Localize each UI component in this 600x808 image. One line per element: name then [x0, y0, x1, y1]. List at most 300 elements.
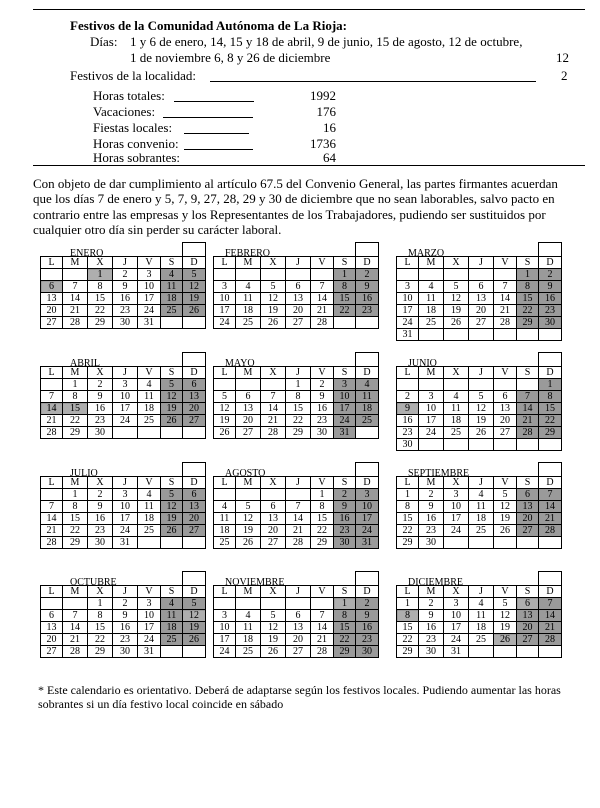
footnote: * Este calendario es orientativo. Deberá de adaptarse según los festivos locales. Pudiendo aumentar las horas sobrantes si un día festivo local coincide en sábado [38, 683, 561, 711]
festivos-dias-label: Días: [90, 34, 118, 49]
month-corner-box [538, 462, 562, 477]
day-cell: 30 [419, 646, 444, 658]
day-cell: 19 [494, 513, 517, 525]
day-cell: 1 [63, 489, 88, 501]
day-cell: 21 [63, 634, 88, 646]
empty-day-cell [494, 646, 517, 658]
day-cell: 14 [41, 513, 63, 525]
day-cell: 9 [419, 610, 444, 622]
day-cell: 5 [444, 281, 469, 293]
day-cell: 24 [444, 525, 469, 537]
day-cell: 3 [356, 489, 379, 501]
day-cell: 25 [138, 525, 161, 537]
weekday-header: X [88, 367, 113, 379]
day-cell: 26 [494, 525, 517, 537]
day-cell: 1 [63, 379, 88, 391]
day-cell: 17 [113, 403, 138, 415]
day-cell: 27 [41, 646, 63, 658]
month-enero [40, 245, 207, 345]
empty-day-cell [419, 439, 444, 451]
day-cell: 21 [311, 634, 334, 646]
day-cell: 28 [494, 317, 517, 329]
weekday-header: D [539, 257, 562, 269]
day-cell: 9 [311, 391, 334, 403]
day-cell: 27 [286, 317, 311, 329]
day-cell: 27 [261, 537, 286, 549]
day-cell: 17 [419, 415, 444, 427]
weekday-header: V [138, 367, 161, 379]
fiestas-locales-label: Fiestas locales: [93, 120, 173, 135]
day-cell: 1 [334, 598, 356, 610]
day-cell: 29 [63, 537, 88, 549]
day-cell: 20 [41, 305, 63, 317]
weekday-header: D [539, 586, 562, 598]
empty-day-cell [419, 269, 444, 281]
day-cell: 9 [356, 610, 379, 622]
day-cell: 10 [214, 293, 236, 305]
empty-day-cell [41, 598, 63, 610]
day-cell: 30 [334, 537, 356, 549]
vacaciones-label: Vacaciones: [93, 104, 156, 119]
day-cell: 3 [113, 379, 138, 391]
day-cell: 18 [444, 415, 469, 427]
empty-day-cell [419, 329, 444, 341]
day-cell: 7 [539, 489, 562, 501]
day-cell: 25 [469, 525, 494, 537]
day-cell: 2 [88, 379, 113, 391]
empty-day-cell [236, 489, 261, 501]
empty-day-cell [494, 537, 517, 549]
day-cell: 12 [494, 610, 517, 622]
day-cell: 28 [41, 427, 63, 439]
vacaciones-value: 176 [316, 104, 336, 119]
day-cell: 18 [138, 403, 161, 415]
day-cell: 31 [138, 317, 161, 329]
day-cell: 11 [138, 501, 161, 513]
day-cell: 31 [138, 646, 161, 658]
day-cell: 4 [419, 281, 444, 293]
day-cell: 6 [183, 489, 206, 501]
month-name: OCTUBRE [70, 577, 117, 588]
day-cell: 11 [214, 513, 236, 525]
festivos-local-count: 2 [561, 68, 568, 83]
day-cell: 21 [539, 513, 562, 525]
day-cell: 2 [311, 379, 334, 391]
month-marzo [396, 245, 563, 345]
day-cell: 3 [214, 610, 236, 622]
month-table [213, 366, 379, 439]
day-cell: 9 [334, 501, 356, 513]
day-cell: 5 [183, 269, 206, 281]
day-cell: 9 [113, 610, 138, 622]
day-cell: 4 [138, 489, 161, 501]
day-cell: 2 [397, 391, 419, 403]
month-table [213, 476, 379, 549]
day-cell: 23 [88, 415, 113, 427]
day-cell: 1 [334, 269, 356, 281]
day-cell: 6 [236, 391, 261, 403]
day-cell: 19 [469, 415, 494, 427]
day-cell: 20 [517, 622, 539, 634]
empty-day-cell [334, 317, 356, 329]
vacaciones-underline [163, 117, 253, 118]
month-table [396, 366, 562, 451]
day-cell: 11 [444, 403, 469, 415]
empty-day-cell [444, 329, 469, 341]
day-cell: 10 [334, 391, 356, 403]
day-cell: 20 [469, 305, 494, 317]
weekday-header: J [113, 586, 138, 598]
weekday-header: J [469, 477, 494, 489]
day-cell: 24 [397, 317, 419, 329]
day-cell: 3 [397, 281, 419, 293]
day-cell: 3 [138, 598, 161, 610]
empty-day-cell [236, 379, 261, 391]
day-cell: 26 [161, 415, 183, 427]
day-cell: 11 [469, 610, 494, 622]
empty-day-cell [397, 269, 419, 281]
empty-day-cell [539, 329, 562, 341]
month-name: FEBRERO [225, 248, 271, 259]
day-cell: 8 [88, 281, 113, 293]
empty-day-cell [397, 379, 419, 391]
empty-day-cell [419, 379, 444, 391]
weekday-header: L [214, 586, 236, 598]
weekday-header: D [183, 367, 206, 379]
weekday-header: S [334, 367, 356, 379]
day-cell: 1 [517, 269, 539, 281]
day-cell: 17 [138, 293, 161, 305]
day-cell: 16 [113, 622, 138, 634]
festivos-dias-line1: 1 y 6 de enero, 14, 15 y 18 de abril, 9 de junio, 15 de agosto, 12 de octubre, [130, 34, 523, 49]
day-cell: 23 [88, 525, 113, 537]
weekday-header: L [41, 257, 63, 269]
day-cell: 27 [286, 646, 311, 658]
day-cell: 13 [286, 622, 311, 634]
empty-day-cell [494, 269, 517, 281]
day-cell: 20 [517, 513, 539, 525]
day-cell: 14 [311, 293, 334, 305]
day-cell: 5 [494, 598, 517, 610]
day-cell: 28 [539, 525, 562, 537]
day-cell: 16 [419, 622, 444, 634]
day-cell: 28 [63, 317, 88, 329]
day-cell: 17 [113, 513, 138, 525]
empty-day-cell [183, 646, 206, 658]
day-cell: 10 [419, 403, 444, 415]
day-cell: 1 [311, 489, 334, 501]
weekday-header: M [419, 477, 444, 489]
empty-day-cell [539, 646, 562, 658]
day-cell: 8 [63, 501, 88, 513]
day-cell: 19 [261, 305, 286, 317]
day-cell: 23 [419, 525, 444, 537]
day-cell: 5 [469, 391, 494, 403]
empty-day-cell [444, 379, 469, 391]
day-cell: 8 [539, 391, 562, 403]
day-cell: 2 [539, 269, 562, 281]
day-cell: 26 [183, 305, 206, 317]
weekday-header: X [444, 586, 469, 598]
weekday-header: X [444, 257, 469, 269]
weekday-header: S [161, 257, 183, 269]
day-cell: 8 [311, 501, 334, 513]
horas-totales-label: Horas totales: [93, 88, 165, 103]
month-diciembre [396, 574, 563, 674]
day-cell: 27 [183, 415, 206, 427]
day-cell: 24 [356, 525, 379, 537]
day-cell: 23 [113, 305, 138, 317]
day-cell: 28 [63, 646, 88, 658]
weekday-header: J [286, 367, 311, 379]
day-cell: 7 [63, 610, 88, 622]
day-cell: 31 [444, 646, 469, 658]
empty-day-cell [41, 269, 63, 281]
day-cell: 9 [356, 281, 379, 293]
day-cell: 22 [88, 634, 113, 646]
day-cell: 1 [88, 598, 113, 610]
day-cell: 18 [236, 634, 261, 646]
day-cell: 26 [444, 317, 469, 329]
day-cell: 26 [161, 525, 183, 537]
day-cell: 7 [517, 391, 539, 403]
day-cell: 31 [334, 427, 356, 439]
day-cell: 13 [261, 513, 286, 525]
day-cell: 19 [183, 622, 206, 634]
weekday-header: S [334, 257, 356, 269]
day-cell: 14 [261, 403, 286, 415]
empty-day-cell [469, 537, 494, 549]
day-cell: 8 [286, 391, 311, 403]
weekday-header: V [494, 586, 517, 598]
day-cell: 12 [161, 391, 183, 403]
day-cell: 29 [334, 646, 356, 658]
empty-day-cell [494, 439, 517, 451]
day-cell: 11 [161, 281, 183, 293]
weekday-header: S [517, 477, 539, 489]
day-cell: 3 [138, 269, 161, 281]
day-cell: 12 [261, 622, 286, 634]
day-cell: 16 [311, 403, 334, 415]
day-cell: 2 [419, 598, 444, 610]
day-cell: 23 [113, 634, 138, 646]
month-table [396, 585, 562, 658]
day-cell: 25 [419, 317, 444, 329]
weekday-header: X [444, 367, 469, 379]
day-cell: 14 [311, 622, 334, 634]
weekday-header: V [138, 477, 161, 489]
day-cell: 29 [517, 317, 539, 329]
weekday-header: J [113, 257, 138, 269]
weekday-header: L [397, 257, 419, 269]
empty-day-cell [161, 427, 183, 439]
empty-day-cell [356, 427, 379, 439]
day-cell: 20 [286, 634, 311, 646]
month-corner-box [182, 242, 206, 257]
day-cell: 22 [334, 634, 356, 646]
day-cell: 17 [444, 622, 469, 634]
month-name: NOVIEMBRE [225, 577, 285, 588]
day-cell: 7 [311, 281, 334, 293]
day-cell: 8 [397, 501, 419, 513]
weekday-header: S [517, 367, 539, 379]
day-cell: 29 [88, 646, 113, 658]
empty-day-cell [214, 379, 236, 391]
empty-day-cell [517, 379, 539, 391]
day-cell: 5 [261, 610, 286, 622]
month-noviembre [213, 574, 380, 674]
day-cell: 24 [419, 427, 444, 439]
day-cell: 15 [286, 403, 311, 415]
weekday-header: M [419, 257, 444, 269]
month-name: MAYO [225, 358, 255, 369]
day-cell: 6 [517, 598, 539, 610]
day-cell: 18 [161, 622, 183, 634]
day-cell: 15 [397, 513, 419, 525]
day-cell: 3 [113, 489, 138, 501]
empty-day-cell [183, 537, 206, 549]
day-cell: 30 [419, 537, 444, 549]
day-cell: 16 [113, 293, 138, 305]
day-cell: 16 [88, 513, 113, 525]
day-cell: 4 [236, 281, 261, 293]
day-cell: 27 [183, 525, 206, 537]
day-cell: 13 [494, 403, 517, 415]
weekday-header: L [397, 477, 419, 489]
day-cell: 25 [469, 634, 494, 646]
weekday-header: M [236, 477, 261, 489]
weekday-header: X [444, 477, 469, 489]
day-cell: 22 [397, 634, 419, 646]
month-name: ABRIL [70, 358, 100, 369]
weekday-header: D [356, 367, 379, 379]
month-table [40, 476, 206, 549]
day-cell: 17 [334, 403, 356, 415]
day-cell: 3 [214, 281, 236, 293]
empty-day-cell [444, 537, 469, 549]
month-corner-box [355, 242, 379, 257]
horas-convenio-label: Horas convenio: [93, 136, 179, 151]
day-cell: 28 [261, 427, 286, 439]
day-cell: 5 [236, 501, 261, 513]
day-cell: 1 [397, 598, 419, 610]
day-cell: 26 [214, 427, 236, 439]
weekday-header: J [286, 257, 311, 269]
day-cell: 6 [41, 610, 63, 622]
day-cell: 29 [311, 537, 334, 549]
empty-day-cell [286, 269, 311, 281]
day-cell: 18 [419, 305, 444, 317]
month-corner-box [538, 571, 562, 586]
day-cell: 4 [356, 379, 379, 391]
day-cell: 11 [419, 293, 444, 305]
day-cell: 13 [41, 293, 63, 305]
day-cell: 23 [356, 305, 379, 317]
weekday-header: S [517, 257, 539, 269]
empty-day-cell [214, 598, 236, 610]
day-cell: 4 [444, 391, 469, 403]
weekday-header: X [88, 477, 113, 489]
day-cell: 30 [397, 439, 419, 451]
day-cell: 2 [113, 269, 138, 281]
day-cell: 30 [88, 427, 113, 439]
day-cell: 12 [494, 501, 517, 513]
day-cell: 29 [63, 427, 88, 439]
day-cell: 5 [214, 391, 236, 403]
day-cell: 8 [517, 281, 539, 293]
day-cell: 22 [397, 525, 419, 537]
day-cell: 21 [63, 305, 88, 317]
horas-totales-value: 1992 [310, 88, 336, 103]
day-cell: 1 [539, 379, 562, 391]
weekday-header: M [63, 257, 88, 269]
day-cell: 21 [494, 305, 517, 317]
month-corner-box [538, 352, 562, 367]
day-cell: 26 [261, 646, 286, 658]
day-cell: 4 [469, 598, 494, 610]
day-cell: 15 [88, 293, 113, 305]
empty-day-cell [469, 329, 494, 341]
day-cell: 28 [517, 427, 539, 439]
day-cell: 6 [517, 489, 539, 501]
weekday-header: M [419, 586, 444, 598]
month-table [396, 476, 562, 549]
empty-day-cell [41, 489, 63, 501]
weekday-header: D [183, 477, 206, 489]
day-cell: 19 [494, 622, 517, 634]
day-cell: 14 [494, 293, 517, 305]
weekday-header: M [236, 586, 261, 598]
day-cell: 28 [539, 634, 562, 646]
festivos-local-underline [210, 81, 536, 82]
day-cell: 24 [138, 305, 161, 317]
day-cell: 6 [41, 281, 63, 293]
day-cell: 24 [113, 525, 138, 537]
day-cell: 12 [469, 403, 494, 415]
empty-day-cell [311, 269, 334, 281]
day-cell: 26 [469, 427, 494, 439]
day-cell: 21 [311, 305, 334, 317]
weekday-header: V [494, 477, 517, 489]
empty-day-cell [469, 379, 494, 391]
weekday-header: V [494, 367, 517, 379]
weekday-header: J [469, 586, 494, 598]
weekday-header: L [214, 257, 236, 269]
day-cell: 19 [161, 403, 183, 415]
weekday-header: X [261, 477, 286, 489]
month-octubre [40, 574, 207, 674]
month-name: JUNIO [408, 358, 437, 369]
day-cell: 18 [236, 305, 261, 317]
day-cell: 16 [356, 622, 379, 634]
day-cell: 21 [41, 415, 63, 427]
day-cell: 9 [539, 281, 562, 293]
day-cell: 4 [236, 610, 261, 622]
day-cell: 18 [161, 293, 183, 305]
day-cell: 7 [261, 391, 286, 403]
day-cell: 11 [236, 622, 261, 634]
day-cell: 17 [444, 513, 469, 525]
day-cell: 6 [261, 501, 286, 513]
month-julio [40, 465, 207, 565]
day-cell: 21 [517, 415, 539, 427]
day-cell: 11 [138, 391, 161, 403]
day-cell: 1 [286, 379, 311, 391]
day-cell: 23 [539, 305, 562, 317]
day-cell: 1 [88, 269, 113, 281]
day-cell: 27 [469, 317, 494, 329]
month-corner-box [538, 242, 562, 257]
